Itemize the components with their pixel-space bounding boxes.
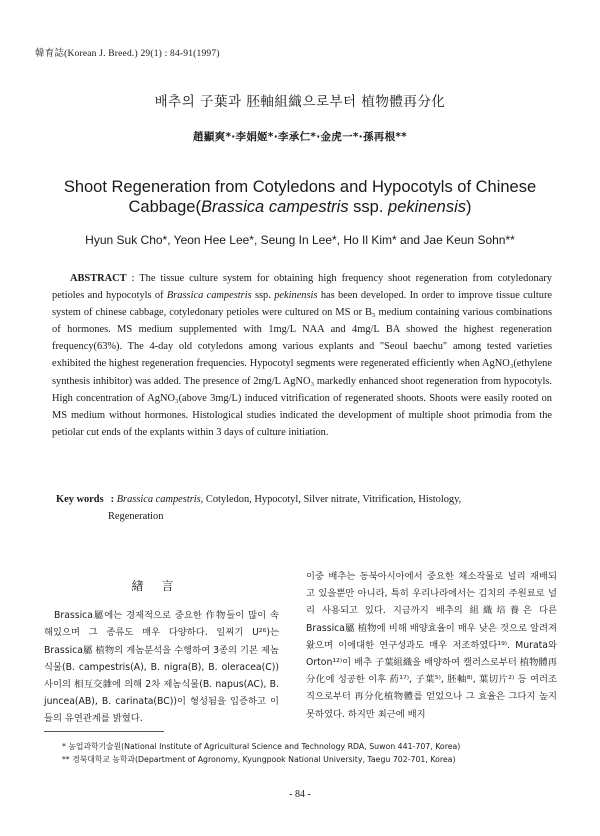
english-title-line1: Shoot Regeneration from Cotyledons and Hypocotyls of Chinese — [63, 178, 537, 196]
title-subspecies: pekinensis — [388, 198, 466, 216]
abstract-text-1: : The tissue culture system for obtaining high frequency shoot regeneration from cotyledonary petioles and hypocotyls of — [52, 273, 552, 302]
abstract — [52, 270, 552, 441]
keywords — [56, 491, 556, 525]
left-column-text: Brassica屬에는 경제적으로 중요한 作物들이 많이 속해있으며 그 종류도 매우 다양하다. 일찌기 U²⁶)는 Brassica屬 植物의 게놈분석을 수행하여 3종의 기본 제놈식물(B. campestris(A), B. nigra(B), B. oleracea(C))사이의 相互交雜에 의해 2차 제놈식물(B. napus(AC), B. juncea(AB), B. carinata(BC))이 형성됨을 입증하고 이들의 유연관계를 밝혔다. — [44, 610, 279, 725]
footnote-2: ** 경북대학교 농학과(Department of Agronomy, Kyungpook National University, Taegu 702-701, Korea) — [62, 755, 456, 764]
journal-header: 韓育誌(Korean J. Breed.) 29(1) : 84-91(1997) — [35, 49, 220, 59]
keywords-rest: Cotyledon, Hypocotyl, Silver nitrate, Vitrification, Histology, — [205, 494, 462, 505]
section-heading-introduction: 緖言 — [131, 579, 192, 593]
keywords-line1 — [56, 491, 556, 508]
korean-title: 배추의 子葉과 胚軸組織으로부터 植物體再分化 — [154, 94, 446, 110]
right-column-text: 이중 배추는 동북아시아에서 중요한 채소작물로 널리 재배되고 있을뿐만 아니라, 특히 우리나라에서는 김치의 주원료로 널리 사용되고 있다. 지금까지 배추의 組織培養은 다른 Brassica屬 植物에 비해 배양효율이 매우 낮은 것으로 알려져 왔으며 이에대한 연구성과도 매우 저조하였다¹⁹⁾. Murata와 Orton¹²⁾이 배추 子葉組織을 배양하여 캘러스로부터 植物體再分化에 성공한 이후 葯¹⁷⁾, 子葉⁵⁾, 胚軸⁸⁾, 葉切片²⁾ 등 여러조직으로부터 再分化植物體를 얻었으나 그 효율은 그다지 높지 못하였다. 하지만 최근에 배지 — [306, 571, 557, 720]
abstract-text-3: has been developed. In order to improve tissue culture system of chinese cabbage, cotyledonary petioles were cultured on MS or B₅ medium containing various combinations of hormones. MS medium supplemented with 1mg/L NAA and 4mg/L BA showed the highest regeneration frequency(63%). The 4-day old cotyledons among various explants and "Seoul baechu" among tested varieties exhibited the highest regeneration frequencies. Hypocotyl segments were regenerated efficiently when AgNO₃(ethylene synthesis inhibitor) was added. The presence of 2mg/L AgNO₃ markedly enhanced shoot regeneration from hypocotyls. High concentration of AgNO₃(above 3mg/L) induced vitrification of regenerated shoots. Shoots were easily rooted on MS medium without hormones. Histological studies indicated the development of multiple shoot primodia from the petiolar cut ends of the explants within 3 days of culture initiation. — [52, 290, 553, 438]
title-suffix: ) — [466, 198, 472, 216]
footnotes — [62, 740, 562, 766]
keywords-species: Brassica campestris, — [116, 494, 204, 505]
left-column — [44, 570, 279, 728]
footnote-divider — [44, 731, 164, 732]
abstract-text-2: ssp. — [251, 290, 275, 302]
page-number: - 84 - — [289, 789, 311, 800]
title-species: Brassica campestris — [200, 198, 349, 216]
abstract-subspecies: pekinensis — [274, 290, 318, 302]
keywords-colon: : — [110, 494, 115, 505]
right-column — [306, 568, 557, 723]
english-title-line2 — [0, 197, 600, 217]
footnote-1: * 농업과학기술원(National Institute of Agricultural Science and Technology RDA, Suwon 441-707, Korea) — [62, 742, 461, 751]
abstract-species: Brassica campestris — [166, 290, 252, 302]
keywords-label: Key words — [56, 494, 104, 505]
english-title — [0, 177, 600, 217]
abstract-label: ABSTRACT — [70, 273, 127, 284]
korean-authors: 趙顯爽*·李娟姬*·李承仁*·金虎一*·孫再根** — [193, 131, 407, 143]
title-prefix: Cabbage( — [128, 198, 201, 216]
title-mid: ssp. — [348, 198, 389, 216]
english-authors: Hyun Suk Cho*, Yeon Hee Lee*, Seung In Lee*, Ho Il Kim* and Jae Keun Sohn** — [85, 233, 515, 247]
keywords-line2: Regeneration — [108, 511, 164, 522]
